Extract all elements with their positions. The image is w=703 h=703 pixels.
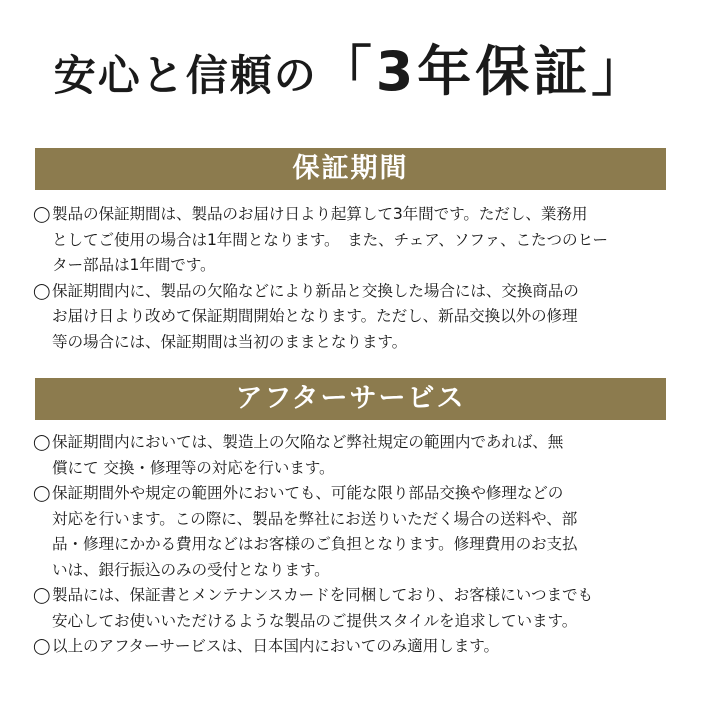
circle-bullet-icon: ◯ [33,586,51,604]
list-item-line: 保証期間外や規定の範囲外においても、可能な限り部品交換や修理などの [52,484,564,502]
list-item-line: 品・修理にかかる費用などはお客様のご負担となります。修理費用のお支払 [52,535,578,553]
circle-bullet-icon: ◯ [33,281,51,300]
warranty-period-list [33,202,673,355]
list-item [33,583,673,634]
list-item [33,202,673,279]
list-item-line: としてご使用の場合は1年間となります。 また、チェア、ソファ、こたつのヒー [52,230,608,249]
list-item-line: お届け日より改めて保証期間開始となります。ただし、新品交換以外の修理 [52,307,578,325]
title-bracket-close: 」 [591,40,650,103]
list-item-line: 製品の保証期間は、製品のお届け日より起算して3年間です。ただし、業務用 [52,205,588,223]
list-item-line: 保証期間内に、製品の欠陥などにより新品と交換した場合には、交換商品の [52,281,579,300]
list-item-line: ター部品は1年間です。 [52,256,216,274]
list-item-line: 対応を行います。この際に、製品を弊社にお送りいただく場合の送料や、部 [52,509,578,528]
title-lead: 安心と信頼の [53,51,318,100]
circle-bullet-icon: ◯ [33,637,51,655]
list-item-line: いは、銀行振込のみの受付となります。 [52,560,330,579]
circle-bullet-icon: ◯ [33,484,51,502]
list-item [33,430,673,481]
list-item-line: 等の場合には、保証期間は当初のままとなります。 [52,332,408,351]
list-item [33,279,673,356]
section-heading-after-service: アフターサービス [35,378,666,420]
list-item [33,634,673,660]
after-service-list [33,430,673,660]
list-item [33,481,673,583]
list-item-line: 償にて 交換・修理等の対応を行います。 [52,458,335,477]
title-bracket-open: 「 [317,40,376,103]
title-emphasis: 3年保証 [375,40,592,103]
list-item-line: 以上のアフターサービスは、日本国内においてのみ適用します。 [52,637,499,655]
list-item-line: 保証期間内においては、製造上の欠陥など弊社規定の範囲内であれば、無 [52,433,564,451]
circle-bullet-icon: ◯ [33,433,51,451]
circle-bullet-icon: ◯ [33,205,51,223]
section-heading-warranty-period: 保証期間 [35,148,666,190]
list-item-line: 製品には、保証書とメンテナンスカードを同梱しており、お客様にいつまでも [52,586,594,604]
list-item-line: 安心してお使いいただけるような製品のご提供スタイルを追求しています。 [52,611,578,630]
page-title [0,40,703,108]
